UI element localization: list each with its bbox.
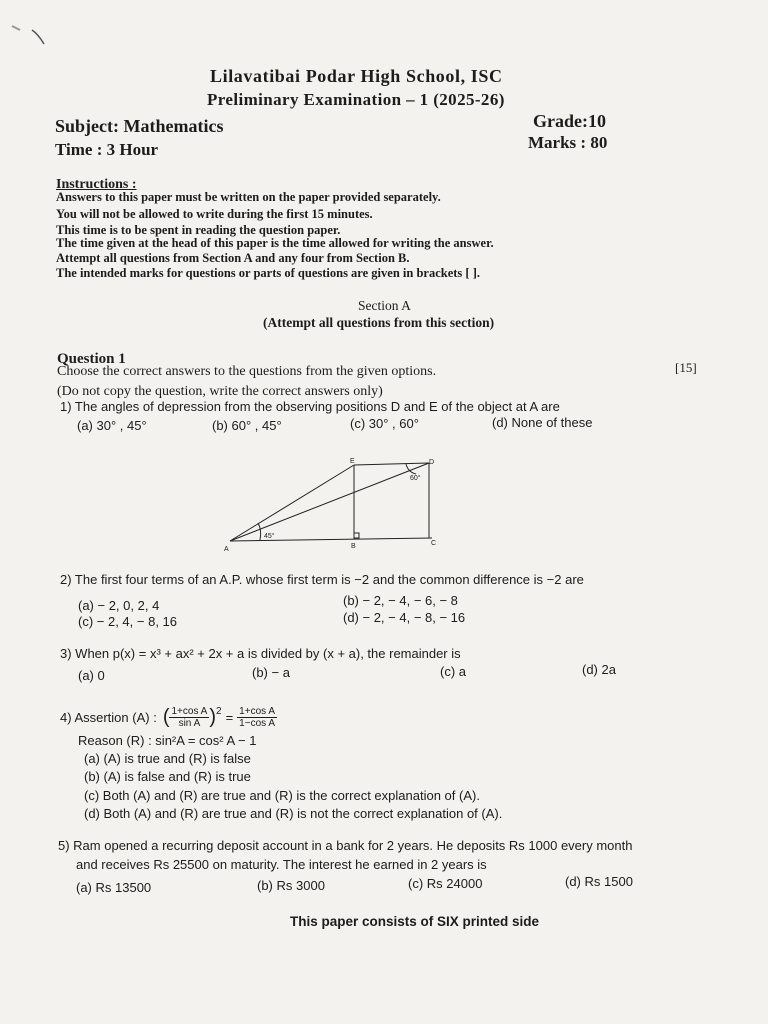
option: (a) (A) is true and (R) is false [84,751,251,766]
question-text-part: are [561,572,584,587]
first-term: −2 [354,572,370,587]
pen-mark [8,20,48,50]
question-text [60,572,584,587]
exam-title: Preliminary Examination – 1 (2025-26) [207,90,505,109]
option: (a) 30° , 45° [77,418,147,433]
question-instruction: (Do not copy the question, write the correct answers only) [57,384,383,399]
option: (d) Rs 1500 [565,874,633,889]
page-footer: This paper consists of SIX printed side [290,914,540,929]
label-b: B [351,543,356,550]
option: (c) Rs 24000 [408,876,483,891]
option: (d) 2a [582,662,616,677]
angle-arc-left [258,523,261,540]
option: (b) (A) is false and (R) is true [84,769,251,784]
question-text-part: 2) The first four terms of an A.P. whose first term is [60,572,355,587]
lhs-fraction [169,706,209,729]
equals-sign: = [225,710,234,725]
angle-label-left: 45° [264,533,275,540]
question-text: 5) Ram opened a recurring deposit account in a bank for 2 years. He deposits Rs 1000 every month [58,838,633,853]
instruction-line: Attempt all questions from Section A and any four from Section B. [56,251,410,265]
power: 2 [216,706,222,717]
question-text-part: and the common difference is [369,572,547,587]
option: (a) Rs 13500 [76,880,152,895]
grade: Grade:10 [533,111,606,131]
assertion: 4) Assertion (A) : ( $\frac{\text{1+cos A}}{\text{sin A}}$ ) $^2$ = $\frac{\text{1+cos A}}{\text{1−cos A}}$ [60,706,276,729]
question-text: 1) The angles of depression from the observing positions D and E of the object at A are [60,399,560,414]
option: (d) None of these [492,415,593,430]
line-of-sight-e [230,465,354,541]
question-heading: Question 1 [57,351,126,367]
rhs-denominator: 1−cos A [239,718,276,729]
school-name: Lilavatibai Podar High School, ISC [210,66,503,86]
option: (d) Both (A) and (R) are true and (R) is not the correct explanation of (A). [84,806,503,821]
rhs-fraction [237,706,277,729]
option: (b) Rs 3000 [257,878,325,893]
instruction-line: Answers to this paper must be written on the paper provided separately. [56,190,441,204]
reason: Reason (R) : sin²A = cos² A − 1 [78,733,257,748]
label-d: D [429,459,435,466]
lhs-numerator: 1+cos A [171,706,208,717]
option: (c) 30° , 60° [350,416,419,431]
option: (c) − 2, 4, − 8, 16 [78,614,177,629]
label-a: A [224,546,229,553]
option: (c) a [440,664,466,679]
option: (b) 60° , 45° [212,418,282,433]
label-e: E [350,458,355,465]
common-difference: −2 [546,572,562,587]
section-title: Section A [358,298,411,313]
instruction-line: The time given at the head of this paper is the time allowed for writing the answer. [56,236,494,250]
option: (a) 0 [78,668,105,683]
option: (b) − 2, − 4, − 6, − 8 [343,593,458,608]
triangle-figure [220,450,450,555]
option: (a) − 2, 0, 2, 4 [78,598,160,613]
question-text: 3) When p(x) = x³ + ax² + 2x + a is divided by (x + a), the remainder is [60,646,461,661]
total-marks: Marks : 80 [528,133,608,152]
instruction-line: This time is to be spent in reading the question paper. [56,223,341,237]
instructions-heading: Instructions : [56,177,137,192]
question-text: and receives Rs 25500 on maturity. The interest he earned in 2 years is [76,857,487,872]
question-marks: [15] [675,360,697,375]
time: Time : 3 Hour [55,140,159,159]
subject: Subject: Mathematics [55,116,224,136]
rhs-numerator: 1+cos A [239,706,276,717]
label-c: C [431,540,437,547]
section-subtitle: (Attempt all questions from this section) [263,315,495,330]
option: (b) − a [252,665,290,680]
assertion-label: 4) Assertion (A) : [60,710,157,725]
option: (d) − 2, − 4, − 8, − 16 [343,610,466,625]
option: (c) Both (A) and (R) are true and (R) is the correct explanation of (A). [84,788,480,803]
lhs-denominator: sin A [178,718,201,729]
question-instruction: Choose the correct answers to the questions from the given options. [57,364,437,379]
instruction-line: The intended marks for questions or parts of questions are given in brackets [ ]. [56,266,480,280]
top-line [354,463,429,465]
instruction-line: You will not be allowed to write during the first 15 minutes. [56,207,373,221]
angle-label-top: 60° [410,475,421,482]
